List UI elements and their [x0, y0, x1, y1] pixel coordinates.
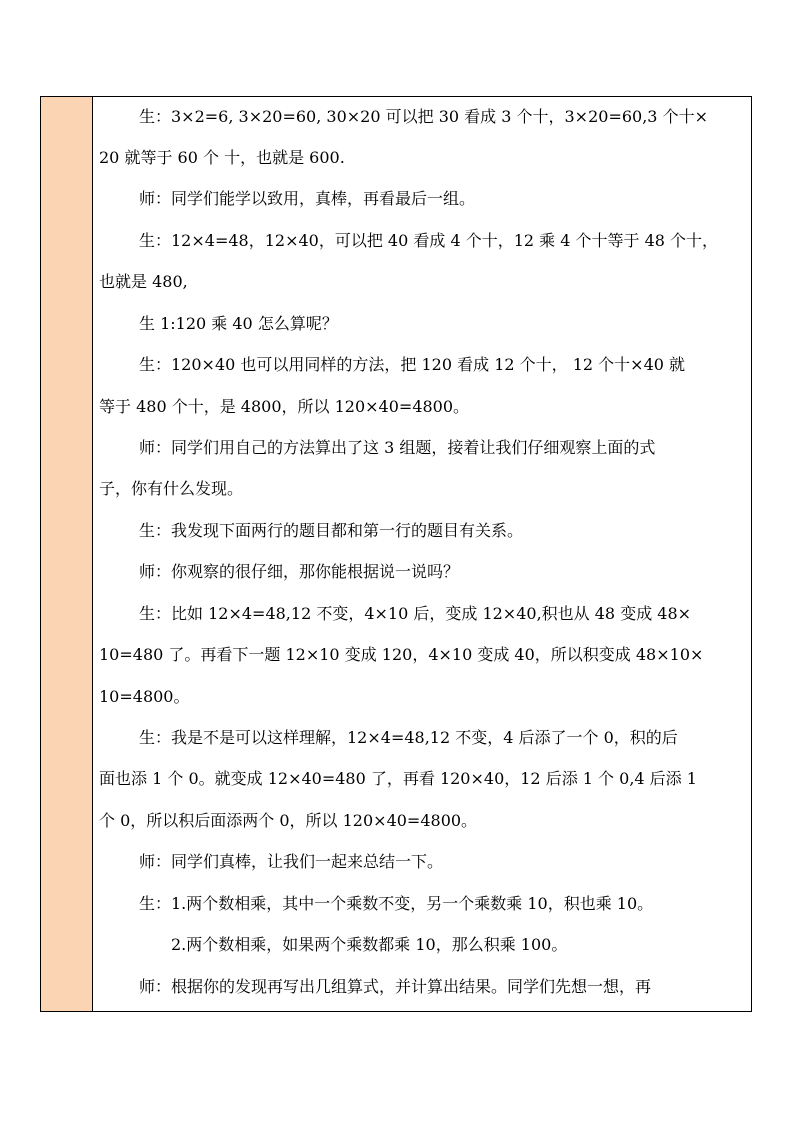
lesson-table	[40, 96, 752, 1012]
text-line: 子，你有什么发现。	[99, 479, 244, 498]
text-line: 生：12×4=48，12×40，可以把 40 看成 4 个十，12 乘 4 个十等于 48 个十，	[139, 231, 719, 250]
text-line: 等于 480 个十，是 4800，所以 120×40=4800。	[99, 397, 470, 416]
text-line: 面也添 1 个 0。就变成 12×40=480 了，再看 120×40，12 后添 1 个 0,4 后添 1	[99, 769, 697, 788]
text-line: 2.两个数相乘，如果两个乘数都乘 10，那么积乘 100。	[171, 935, 568, 954]
text-line: 10=480 了。再看下一题 12×10 变成 120，4×10 变成 40，所以积变成 48×10×	[99, 645, 704, 664]
text-line: 生：比如 12×4=48,12 不变，4×10 后，变成 12×40,积也从 48 变成 48×	[139, 604, 692, 623]
text-line: 生：我是不是可以这样理解，12×4=48,12 不变，4 后添了一个 0，积的后	[139, 728, 678, 747]
text-line: 师：同学们真棒，让我们一起来总结一下。	[139, 852, 444, 871]
text-line: 生 1:120 乘 40 怎么算呢？	[139, 314, 338, 333]
side-column-shading	[41, 97, 93, 1011]
text-line: 20 就等于 60 个 十，也就是 600.	[99, 148, 345, 167]
text-line: 师：你观察的很仔细，那你能根据说一说吗？	[139, 562, 460, 581]
text-line: 生：1.两个数相乘，其中一个乘数不变，另一个乘数乘 10，积也乘 10。	[139, 894, 654, 913]
text-line: 生：我发现下面两行的题目都和第一行的题目有关系。	[139, 521, 524, 540]
text-line: 师：同学们用自己的方法算出了这 3 组题，接着让我们仔细观察上面的式	[139, 438, 656, 457]
text-line: 生：120×40 也可以用同样的方法，把 120 看成 12 个十， 12 个十×40 就	[139, 355, 686, 374]
text-line: 10=4800。	[99, 687, 190, 706]
lesson-content	[93, 97, 751, 1011]
text-line: 也就是 480,	[99, 272, 188, 291]
text-line: 师：根据你的发现再写出几组算式，并计算出结果。同学们先想一想，再	[139, 977, 652, 996]
text-line: 师：同学们能学以致用，真棒，再看最后一组。	[139, 189, 476, 208]
text-line: 个 0，所以积后面添两个 0，所以 120×40=4800。	[99, 811, 478, 830]
text-line: 生：3×2=6, 3×20=60, 30×20 可以把 30 看成 3 个十，3×20=60,3 个十×	[139, 107, 708, 126]
